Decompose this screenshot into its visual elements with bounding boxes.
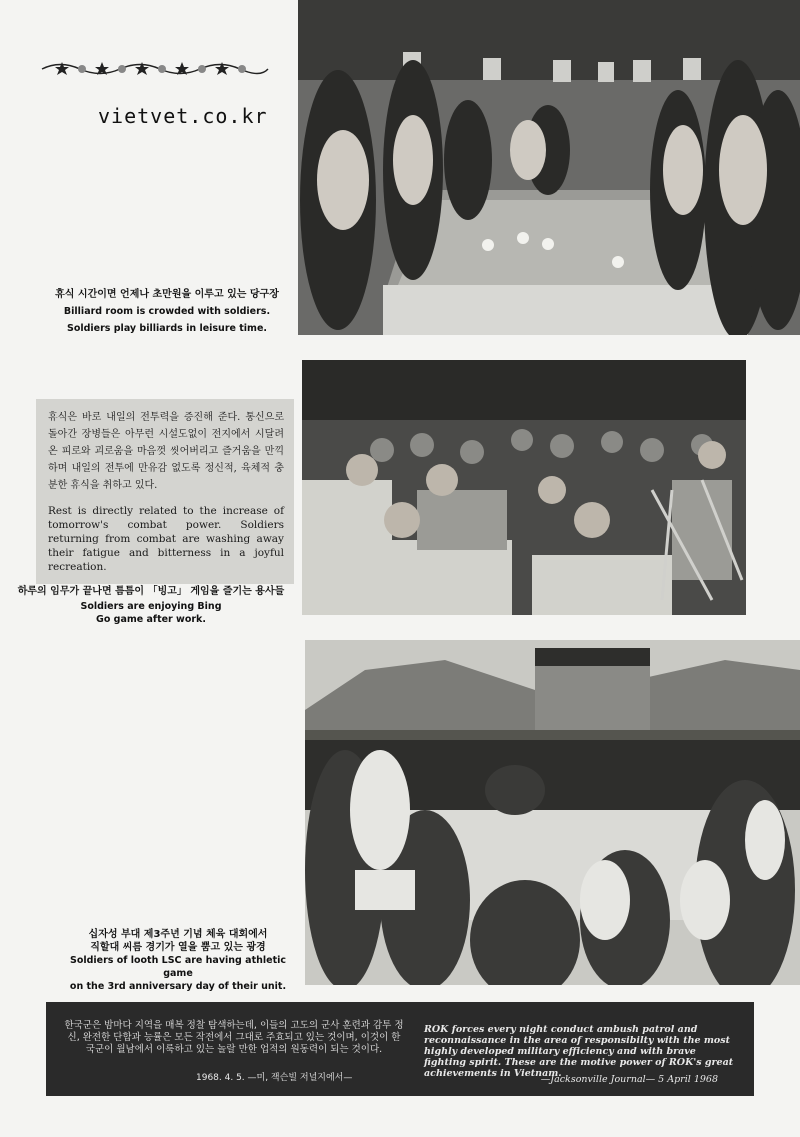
bottom-quote-ko: 한국군은 밤마다 지역을 매복 정찰 탐색하는데, 이들의 고도의 군사 훈련과 감투 정신, 완전한 단합과 능률은 모든 작전에서 그대로 주효되고 있는 것이며, 이것이 한국군이 월남에서 이룩하고 있는 놀랄 만한 업적의 원동력이 되는 것이다. [64, 1020, 404, 1055]
wrestling-caption-en-2: on the 3rd anniversary day of their unit. [69, 981, 287, 992]
wrestling-caption-ko-2: 직할대 씨름 경기가 열을 뿜고 있는 광경 [90, 942, 266, 953]
bottom-quote-en-source: —Jacksonville Journal— 5 April 1968 [540, 1074, 718, 1085]
rest-text-ko: 휴식은 바로 내일의 전투력을 증진해 준다. 통신으로 돌아간 장병들은 아무런 시설도없이 전지에서 시달려온 피로와 괴로움을 마음껏 씻어버리고 즐거움을 만끽하며 내일의 전투에 만유감 없도록 정신적, 육체적 충분한 휴식을 취하고 있다. [48, 412, 284, 491]
billiards-photo [298, 0, 800, 335]
bingo-caption-en-1: Soldiers are enjoying Bing [80, 601, 222, 612]
bingo-photo [302, 360, 746, 615]
billiards-caption [36, 286, 298, 337]
wrestling-photo [305, 640, 800, 985]
bottom-quote-en: ROK forces every night conduct ambush patrol and reconnaissance in the area of responsibilty with the most highly developed military efficiency and with brave fighting spirit. These are the motive power of ROK's great achievements in Vietnam. [424, 1024, 734, 1079]
billiards-caption-en-1: Billiard room is crowded with soldiers. [63, 306, 271, 317]
rest-text-en: Rest is directly related to the increase of tomorrow's combat power. Soldiers returning from combat are washing away their fatigue and bitterness in a joyful recreation. [48, 505, 284, 573]
decorative-star-ornament [40, 58, 270, 80]
bingo-caption [2, 583, 300, 626]
billiards-caption-ko: 휴식 시간이면 언제나 초만원을 이루고 있는 당구장 [55, 289, 279, 300]
wrestling-caption-en-1: Soldiers of looth LSC are having athletic game [69, 955, 287, 979]
bottom-quote-banner [46, 1002, 754, 1096]
billiards-caption-en-2: Soldiers play billiards in leisure time. [66, 323, 267, 334]
bingo-caption-en-2: Go game after work. [96, 614, 206, 625]
wrestling-caption-ko-1: 십자성 부대 제3주년 기념 체육 대회에서 [88, 929, 268, 940]
site-watermark: vietvet.co.kr [98, 104, 268, 128]
wrestling-caption [58, 928, 298, 993]
rest-text-box [36, 399, 294, 584]
bottom-quote-ko-source: 1968. 4. 5. —미, 잭슨빌 저널지에서— [196, 1073, 353, 1083]
bingo-caption-ko: 하루의 임무가 끝나면 틈틈이 「빙고」 게임을 즐기는 용사들 [17, 586, 285, 597]
